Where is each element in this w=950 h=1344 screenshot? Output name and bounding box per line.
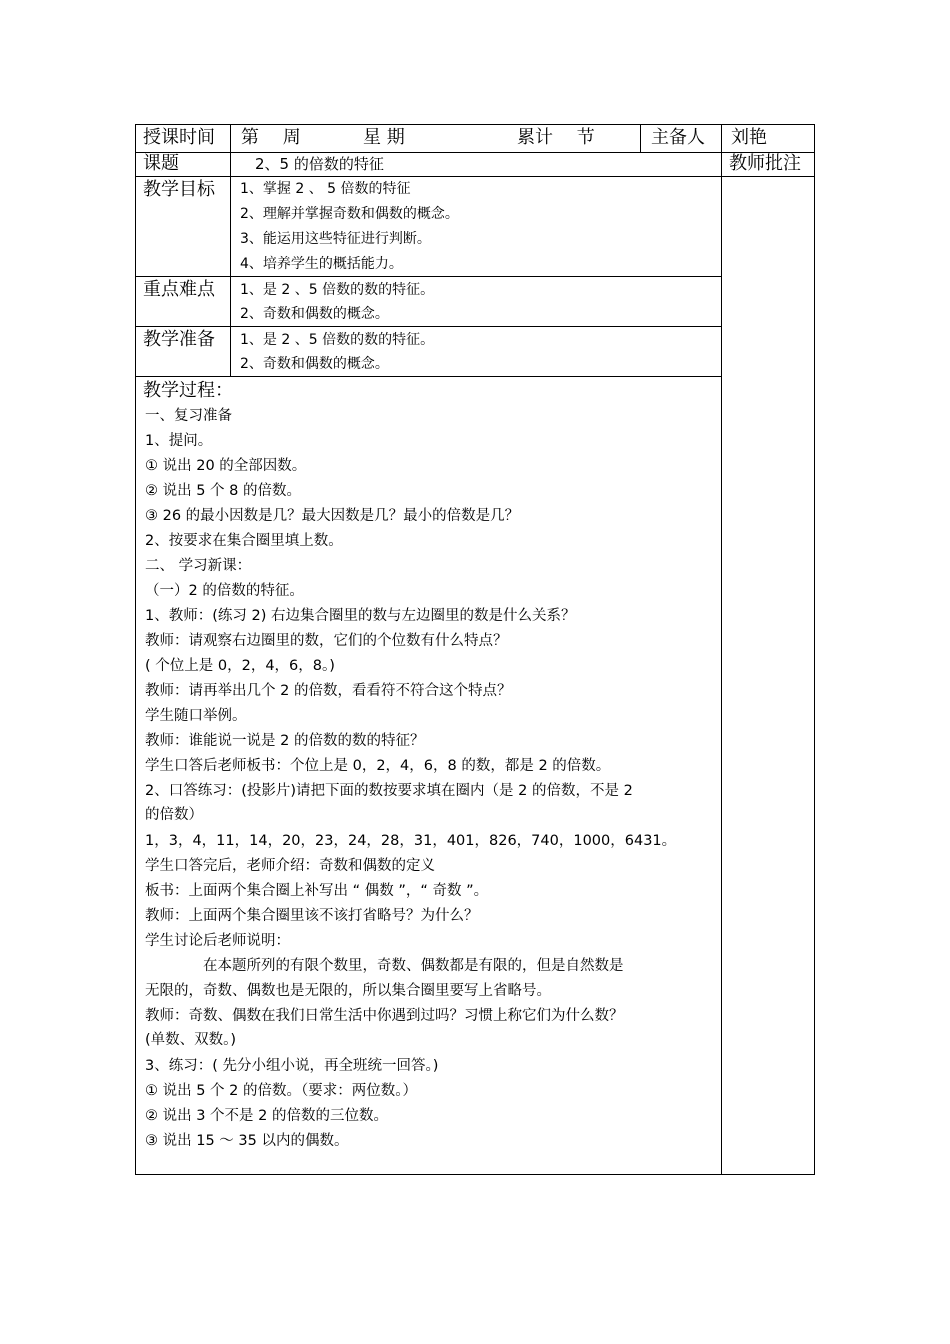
- goal-item: 3、能运用这些特征进行判断。: [240, 231, 431, 247]
- table-border: [640, 124, 641, 152]
- goal-item: 1、掌握 2 、 5 倍数的特征: [240, 181, 411, 197]
- process-title: 教学过程：: [143, 380, 233, 401]
- preparation-item: 2、奇数和偶数的概念。: [240, 356, 389, 372]
- time-label: 授课时间: [143, 127, 215, 148]
- key-point-item: 2、奇数和偶数的概念。: [240, 306, 389, 322]
- process-line: 在本题所列的有限个数里，奇数、偶数都是有限的，但是自然数是: [145, 958, 624, 974]
- key-point-item: 1、是 2 、5 倍数的数的特征。: [240, 282, 435, 298]
- weekday-label: 星 期: [363, 127, 405, 148]
- week-label: 第 周: [241, 127, 301, 148]
- process-line: 二、 学习新课：: [145, 558, 252, 574]
- process-line: ③ 26 的最小因数是几？最大因数是几？最小的倍数是几？: [145, 508, 520, 524]
- preparation-label: 教学准备: [143, 329, 215, 350]
- teacher-notes-label: 教师批注: [729, 153, 801, 174]
- lesson-plan-table: [135, 124, 815, 1175]
- goals-label: 教学目标: [143, 179, 215, 200]
- process-line: (单数、双数。): [145, 1032, 237, 1048]
- process-line: 2、口答练习：(投影片)请把下面的数按要求填在圈内（是 2 的倍数，不是 2: [145, 783, 633, 799]
- process-line: 1，3，4，11，14，20，23，24，28，31，401，826，740，1000，6431。: [145, 833, 677, 849]
- process-line: ② 说出 5 个 8 的倍数。: [145, 483, 301, 499]
- process-line: 一、复习准备: [145, 408, 232, 424]
- table-border: [721, 124, 722, 1175]
- table-border: [135, 176, 815, 177]
- process-line: 1、提问。: [145, 433, 213, 449]
- process-line: ① 说出 20 的全部因数。: [145, 458, 307, 474]
- process-line: 1、教师：(练习 2) 右边集合圈里的数与左边圈里的数是什么关系？: [145, 608, 576, 624]
- process-line: 学生口答完后，老师介绍：奇数和偶数的定义: [145, 858, 435, 874]
- table-border: [135, 276, 722, 277]
- table-border: [230, 124, 231, 376]
- total-lessons-label: 累计 节: [517, 127, 595, 148]
- process-line: ③ 说出 15 ～ 35 以内的偶数。: [145, 1133, 349, 1149]
- process-line: 2、按要求在集合圈里填上数。: [145, 533, 343, 549]
- process-line: ① 说出 5 个 2 的倍数。（要求：两位数。）: [145, 1083, 417, 1099]
- preparation-item: 1、是 2 、5 倍数的数的特征。: [240, 332, 435, 348]
- process-line: 无限的，奇数、偶数也是无限的，所以集合圈里要写上省略号。: [145, 983, 551, 999]
- process-line: ( 个位上是 0，2，4，6，8。): [145, 658, 335, 674]
- process-line: （一）2 的倍数的特征。: [145, 583, 304, 599]
- process-line: ② 说出 3 个不是 2 的倍数的三位数。: [145, 1108, 388, 1124]
- goal-item: 4、培养学生的概括能力。: [240, 256, 403, 272]
- preparer-name: 刘艳: [731, 127, 767, 148]
- key-points-label: 重点难点: [143, 279, 215, 300]
- process-line: 教师：请再举出几个 2 的倍数，看看符不符合这个特点？: [145, 683, 512, 699]
- table-border: [135, 1174, 815, 1175]
- preparer-label: 主备人: [651, 127, 705, 148]
- process-line: 教师：上面两个集合圈里该不该打省略号？为什么？: [145, 908, 479, 924]
- table-border: [135, 326, 722, 327]
- table-border: [135, 124, 136, 1175]
- process-line: 学生讨论后老师说明：: [145, 933, 290, 949]
- table-border: [135, 124, 815, 125]
- topic-label: 课题: [143, 153, 179, 174]
- process-line: 3、练习：( 先分小组小说，再全班统一回答。): [145, 1058, 439, 1074]
- process-line: 学生随口举例。: [145, 708, 247, 724]
- process-line: 的倍数）: [145, 807, 203, 823]
- table-border: [135, 152, 815, 153]
- process-line: 教师：请观察右边圈里的数，它们的个位数有什么特点？: [145, 633, 508, 649]
- table-border: [135, 376, 722, 377]
- process-line: 教师：谁能说一说是 2 的倍数的数的特征？: [145, 733, 425, 749]
- process-line: 教师：奇数、偶数在我们日常生活中你遇到过吗？习惯上称它们为什么数？: [145, 1008, 624, 1024]
- topic-value: 2、5 的倍数的特征: [255, 155, 384, 173]
- process-line: 板书：上面两个集合圈上补写出 “ 偶数 ”，“ 奇数 ”。: [145, 883, 489, 899]
- process-line: 学生口答后老师板书：个位上是 0，2，4，6，8 的数，都是 2 的倍数。: [145, 758, 611, 774]
- table-border: [814, 124, 815, 1175]
- goal-item: 2、理解并掌握奇数和偶数的概念。: [240, 206, 459, 222]
